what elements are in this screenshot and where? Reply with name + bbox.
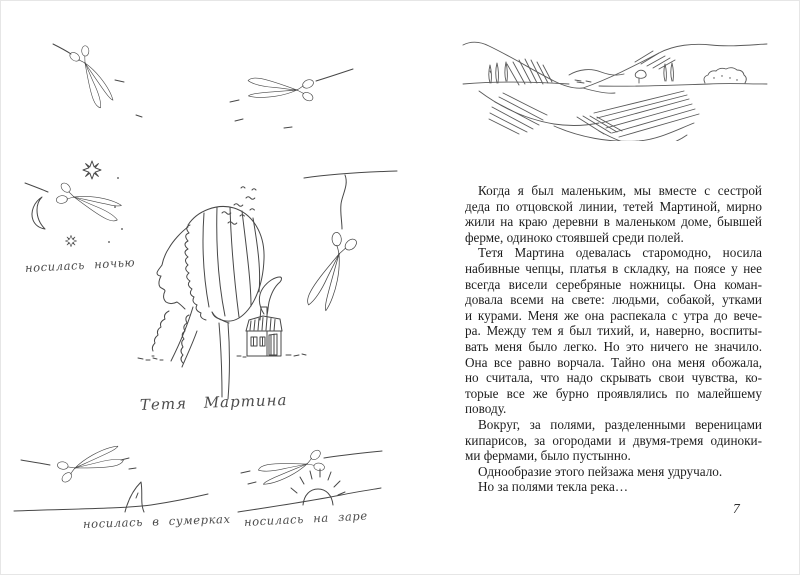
- text-line: всегда висели серебряные ножницы. Она коман-: [465, 276, 762, 292]
- text-line: ра. Между тем я был тихий, и, наверно, воспиты-: [465, 323, 762, 339]
- text-line: ферме, одиноко стоявшей среди полей.: [465, 229, 684, 245]
- text-line: Но за полями текла река…: [478, 479, 629, 495]
- text-line: вать меня было легко. Но это ничего не значило.: [465, 338, 762, 354]
- text-line: довала всеми на свете: людьми, собакой, утками: [465, 292, 762, 308]
- right-page: [411, 1, 800, 574]
- caption-dawn: носилась на заре: [243, 508, 369, 529]
- text-block: [465, 183, 762, 495]
- text-line: жили на краю деревни в маленьком доме, бывшей: [465, 214, 762, 230]
- text-line: Когда я был маленьким, мы вместе с сестрой: [478, 183, 762, 198]
- caption-portrait: Тетя Мартина: [139, 390, 288, 414]
- left-page: [1, 1, 411, 574]
- caption-dusk: носилась в сумерках: [82, 511, 231, 531]
- text-line: кипарисов, за огородами и двумя-тремя одиноки-: [465, 432, 762, 448]
- text-line: деда по отцовской линии, тетей Мартиной, мирно: [465, 198, 762, 214]
- scissors-top-left-icon: [53, 42, 142, 117]
- text-line: Однообразие этого пейзажа меня удручало.: [478, 463, 723, 479]
- text-line: поводу.: [465, 401, 507, 417]
- text-line: и курами. Меня же она распекала с утра до вече-: [465, 307, 762, 323]
- cottage-icon: [237, 277, 306, 357]
- text-line: Она все равно ворчала. Тайно она меня обожала,: [465, 354, 762, 370]
- text-line: набивные чепцы, платья в складку, на поясе у нее: [465, 260, 762, 276]
- text-line: Тетя Мартина одевалась старомодно, носила: [478, 245, 762, 261]
- text-line: Вокруг, за полями, разделенными вереницами: [478, 416, 762, 432]
- dawn-flight-scene: [238, 447, 382, 512]
- left-page-illustrations: [1, 1, 411, 575]
- landscape-sketch-icon: [459, 31, 769, 141]
- hanging-scissors-icon: [297, 171, 397, 314]
- page-number: 7: [733, 501, 740, 516]
- caption-night: носилась ночью: [24, 255, 136, 275]
- hills-landscape-sketch: [463, 42, 767, 141]
- text-line: торые все же бурно проявлялись по малейшему: [465, 385, 762, 401]
- aunt-martina-portrait: [138, 187, 306, 399]
- dusk-flight-scene: [14, 445, 208, 512]
- night-flight-scene: [25, 161, 124, 247]
- text-line: но считала, что надо скрывать свои чувства, ко-: [465, 370, 762, 386]
- scissors-top-right-icon: [230, 69, 353, 128]
- text-line: ми фермами, было пустынно.: [465, 448, 631, 464]
